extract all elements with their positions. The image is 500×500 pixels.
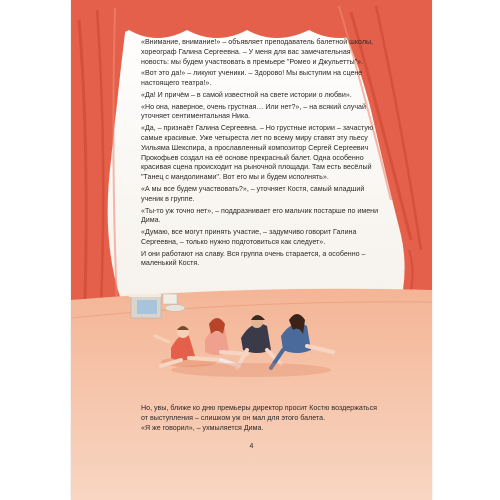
paragraph: «Да, – признаёт Галина Сергеевна. – Но грустные истории – зачастую самые красивые. Уже четыреста лет по всему миру ставят эту пьесу Уильяма Шекспира, а прославленный композитор Сергей Сергеевич Прокофьев создал на её основе прекрасный балет. Одна особенно красивая сцена происходит на рыночной площади. Там есть весёлый "Танец с мандолинами". Вот его мы и будем исполнять». (141, 124, 374, 182)
book-page (71, 0, 432, 500)
paragraph: «Думаю, все могут принять участие, – задумчиво говорит Галина Сергеевна, – только нужно подготовиться как следует». (141, 228, 357, 246)
paragraph: «А мы все будем участвовать?», – уточняет Костя, самый младший ученик в группе. (141, 184, 365, 203)
bottom-text (141, 404, 383, 433)
paragraph: И они работают на славу. Вся группа очень старается, а особенно – маленький Костя. (141, 249, 366, 268)
paragraph: «Но она, наверное, очень грустная… Или нет?», – на всякий случай уточняет сентиментальная Ника. (141, 102, 366, 121)
story-text (141, 38, 379, 271)
paragraph: «Внимание, внимание!» – объявляет преподаватель балетной школы, хореограф Галина Сергеевна. – У меня для вас замечательная новость: мы будем участвовать в премьере "Ромео и Джульетты"». (141, 38, 374, 66)
paragraph: «Ты-то уж точно нет», – поддразнивает его мальчик постарше по имени Дима. (141, 206, 379, 225)
paragraph: Но, увы, ближе ко дню премьеры директор просит Костю воздержаться от выступления – слишком уж он мал для этого балета. (141, 404, 377, 422)
paragraph: «Я же говорил», – ухмыляется Дима. (141, 423, 264, 432)
paragraph: «Вот это да!» – ликуют ученики. – Здорово! Мы выступим на сцене настоящего театра!». (141, 69, 363, 88)
page-number: 4 (249, 443, 254, 450)
paragraph: «Да! И причём – в самой известной на свете истории о любви». (141, 90, 352, 99)
